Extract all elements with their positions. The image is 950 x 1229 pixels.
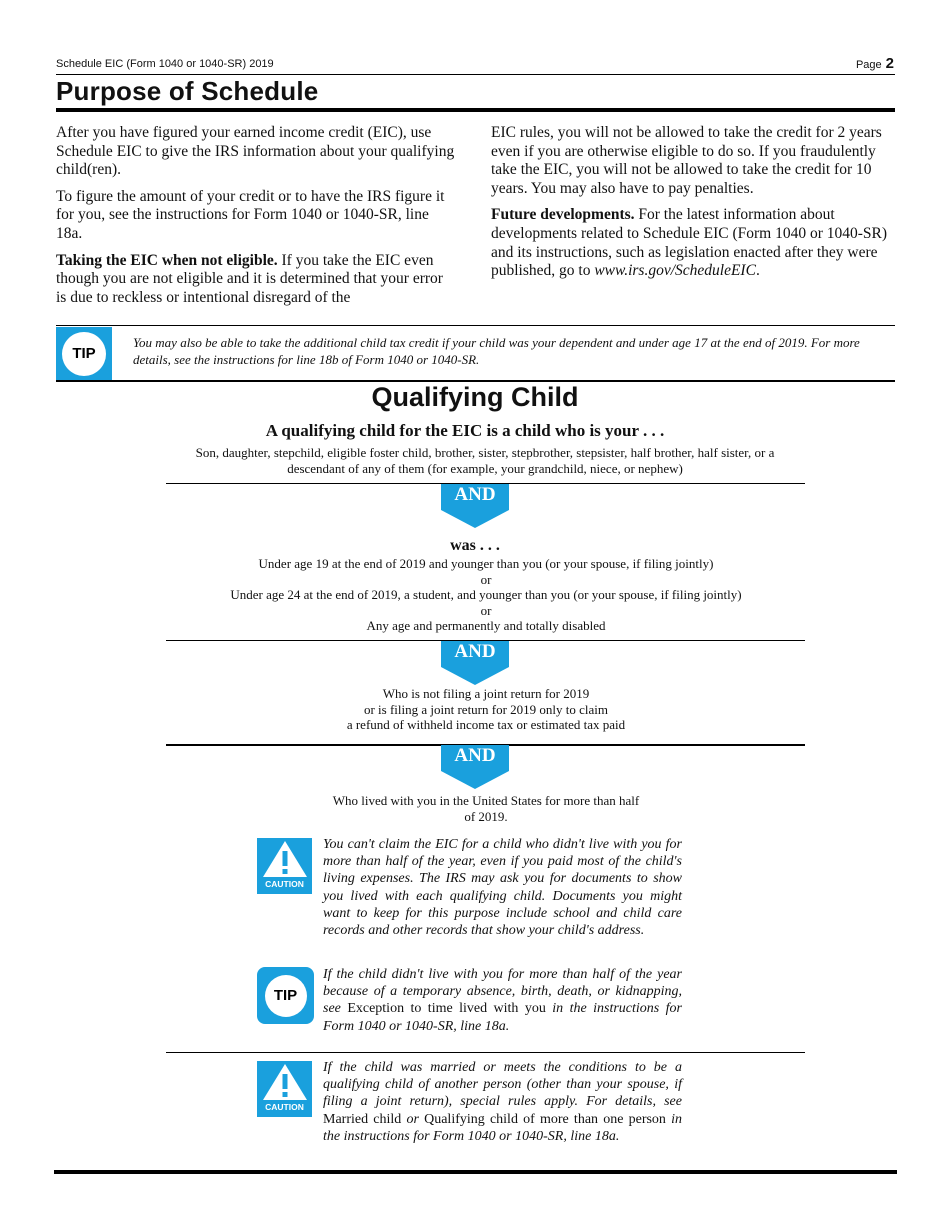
joint-line-3: a refund of withheld income tax or estimated tax paid <box>346 717 626 732</box>
purpose-paragraph-1: After you have figured your earned income credit (EIC), use Schedule EIC to give the IRS information about your qualifying child(ren). <box>56 124 455 179</box>
title-rule <box>56 108 895 112</box>
exception-reference: Exception to time lived with you <box>347 1001 546 1017</box>
qualifying-subheading: A qualifying child for the EIC is a child who is your . . . <box>265 421 665 440</box>
future-developments-text: For the latest information about developments related to Schedule EIC (Form 1040 or 1040-SR) and its instructions, such as legislation enacted after they were published, go to <box>491 206 888 280</box>
caution-text-2-c: or <box>401 1111 425 1127</box>
age-condition-1: Under age 19 at the end of 2019 and younger than you (or your spouse, if filing jointly) <box>258 556 714 571</box>
caution-label-2: CAUTION <box>265 1102 304 1112</box>
form-title: Schedule EIC (Form 1040 or 1040-SR) 2019 <box>56 58 274 70</box>
qualifying-child-reference: Qualifying child of more than one person <box>424 1111 666 1127</box>
caution-text-2-a: If the child was married or meets the conditions to be a qualifying child of another person (other than your spouse, if filing a joint return), special rules apply. For details, see <box>323 1060 682 1110</box>
tip-top-rule <box>56 325 895 326</box>
married-child-reference: Married child <box>323 1111 402 1127</box>
purpose-left-column <box>56 124 456 315</box>
future-developments-end: . <box>755 262 760 280</box>
page-number-value: 2 <box>885 55 894 72</box>
future-developments-heading: Future developments. <box>491 206 635 224</box>
irs-link[interactable]: www.irs.gov/ScheduleEIC <box>594 262 756 280</box>
penalty-text: EIC rules, you will not be allowed to take the credit for 2 years even if you are otherwise eligible to do so. If you fraudulently take the EIC, you will not be allowed to take the credit for 10 years. You may also have to pay penalties. <box>491 124 882 197</box>
warning-triangle-icon <box>262 840 308 878</box>
tip-text: You may also be able to take the additional child tax credit if your child was your dependent and under age 17 at the end of 2019. For more details, see the instructions for line 18b of Form 1040 or 1040-SR. <box>133 335 860 367</box>
age-condition-2: Under age 24 at the end of 2019, a student, and younger than you (or your spouse, if filing jointly) <box>230 587 742 602</box>
and-label-1: AND <box>454 484 496 505</box>
joint-return-conditions <box>0 686 950 733</box>
purpose-right-text <box>491 124 891 289</box>
was-label: was . . . <box>450 537 500 554</box>
caution-label-1: CAUTION <box>265 879 304 889</box>
tip-icon-2 <box>257 967 314 1024</box>
age-conditions <box>0 556 950 634</box>
purpose-paragraph-3 <box>56 252 456 308</box>
purpose-paragraph-4 <box>491 206 891 280</box>
tip-text-2-c: in the instructions for Form 1040 or 1040-SR, line 18a. <box>323 1001 682 1034</box>
header-rule <box>56 74 895 75</box>
or-1: or <box>480 571 492 587</box>
qualifying-heading: Qualifying Child <box>371 382 579 412</box>
caution-text-1: You can't claim the EIC for a child who didn't live with you for more than half of the year, even if you paid most of the child's living expenses. The IRS may ask you for documents to show you lived with each qualifying child. Documents you might want to keep for this purpose include school and child care records and other records that show your child's address. <box>323 837 682 939</box>
residency-line-2: of 2019. <box>464 808 508 824</box>
joint-line-1: Who is not filing a joint return for 2019 <box>382 686 590 701</box>
caution-text-2-e: in the instructions for Form 1040 or 1040-SR, line 18a. <box>323 1111 683 1144</box>
caution-rule <box>166 1052 805 1053</box>
tip-text-2 <box>323 966 682 1035</box>
residency-line-1: Who lived with you in the United States for more than half <box>332 793 640 808</box>
caution-icon-1 <box>257 838 312 894</box>
page-bottom-rule <box>54 1170 897 1174</box>
relationship-text: Son, daughter, stepchild, eligible foster child, brother, sister, stepbrother, stepsister, half brother, half sister, or a descendant of any of them (for example, your grandchild, niece, or nephew) <box>195 445 775 476</box>
or-2: or <box>480 602 492 618</box>
purpose-paragraph-2: To figure the amount of your credit or to have the IRS figure it for you, see the instructions for Form 1040 or 1040-SR, line 18a. <box>56 187 445 242</box>
warning-triangle-icon <box>262 1063 308 1101</box>
and-label-3: AND <box>454 745 496 766</box>
joint-line-2: or is filing a joint return for 2019 only to claim <box>363 701 609 717</box>
residency-condition <box>0 793 950 824</box>
page-label: Page <box>855 59 882 71</box>
tip-icon-label: TIP <box>62 332 106 376</box>
caution-text-2 <box>323 1059 682 1145</box>
caution-icon-2 <box>257 1061 312 1117</box>
page-title: Purpose of Schedule <box>56 76 319 106</box>
tip-icon-2-label: TIP <box>265 975 307 1017</box>
age-condition-3: Any age and permanently and totally disabled <box>366 618 606 633</box>
not-eligible-text: If you take the EIC even though you are not eligible and it is determined that your error is due to reckless or intentional disregard of the <box>56 251 443 306</box>
tip-text-2-a: If the child didn't live with you for more than half of the year because of a temporary absence, birth, death, or kidnapping, see <box>323 967 682 1017</box>
page-number <box>856 55 894 72</box>
and-label-2: AND <box>454 641 496 662</box>
tip-icon <box>56 327 112 380</box>
not-eligible-heading: Taking the EIC when not eligible. <box>56 251 278 269</box>
